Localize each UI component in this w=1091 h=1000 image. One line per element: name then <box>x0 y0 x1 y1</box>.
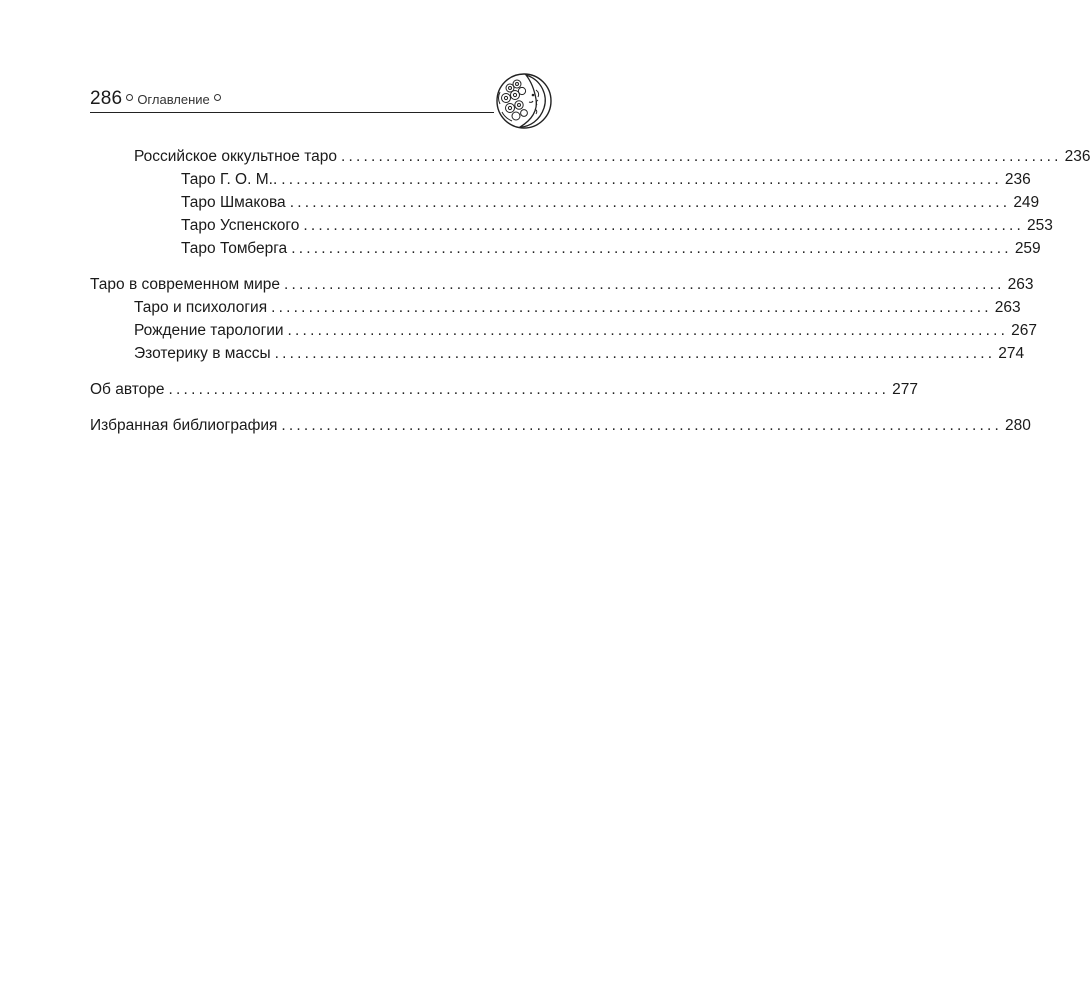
toc-entry-title: Таро Томберга <box>181 240 288 257</box>
toc-dot-leader: ................................................................................................ <box>281 417 1002 434</box>
toc-dot-leader: ................................................................................................ <box>287 322 1009 339</box>
toc-entry-title: Эзотерику в массы <box>134 345 271 362</box>
toc-entry <box>90 171 1031 194</box>
toc-dot-leader: ................................................................................................ <box>281 171 1002 188</box>
toc-entry-title: Об авторе <box>90 381 165 398</box>
toc-entry-title: Российское оккультное таро <box>134 148 338 165</box>
header-separator-icon <box>214 94 221 101</box>
page-number: 286 <box>90 88 123 109</box>
header-text <box>90 88 225 110</box>
toc-entry <box>90 345 1025 368</box>
toc-entry <box>90 194 1040 217</box>
toc-dot-leader: ................................................................................................ <box>303 217 1024 234</box>
toc-dot-leader: ................................................................................................ <box>291 240 1012 257</box>
toc-entry-page: 277 <box>892 381 919 398</box>
toc-entry-title: Таро Г. О. М.. <box>181 171 278 188</box>
toc-entry <box>90 322 1038 345</box>
toc-entry-title: Избранная библиография <box>90 417 278 434</box>
toc-entry-page: 236 <box>1064 148 1091 165</box>
toc-entry-page: 259 <box>1014 240 1041 257</box>
toc-entry <box>90 240 1041 263</box>
toc-entry <box>90 417 1031 440</box>
toc-dot-leader: ................................................................................................ <box>274 345 996 362</box>
toc-dot-leader: ................................................................................................ <box>271 299 992 316</box>
section-title: Оглавление <box>137 92 210 107</box>
toc-entry <box>90 299 1021 322</box>
toc-entry-title: Таро в современном мире <box>90 276 281 293</box>
toc-entry-page: 249 <box>1013 194 1040 211</box>
toc-entry-title: Таро Успенского <box>181 217 300 234</box>
toc-entry <box>90 381 919 404</box>
toc-entry-page: 267 <box>1011 322 1038 339</box>
toc-entry-title: Рождение тарологии <box>134 322 284 339</box>
toc-entry-page: 263 <box>1007 276 1034 293</box>
toc-entry-title: Таро Шмакова <box>181 194 286 211</box>
toc-entry <box>90 148 1091 171</box>
toc-dot-leader: ................................................................................................ <box>341 148 1062 165</box>
toc-entry-page: 253 <box>1026 217 1053 234</box>
toc-entry-page: 263 <box>994 299 1021 316</box>
header-separator-icon <box>126 94 133 101</box>
toc-dot-leader: ................................................................................................ <box>284 276 1005 293</box>
running-header <box>90 84 560 120</box>
toc-entry-page: 236 <box>1004 171 1031 188</box>
toc-entry <box>90 217 1053 240</box>
toc-entry <box>90 276 1034 299</box>
table-of-contents <box>90 148 1091 440</box>
header-rule <box>90 112 494 113</box>
toc-entry-title: Таро и психология <box>134 299 268 316</box>
toc-entry-page: 274 <box>998 345 1025 362</box>
crescent-moon-icon <box>486 72 556 130</box>
toc-dot-leader: ................................................................................................ <box>289 194 1011 211</box>
toc-entry-page: 280 <box>1005 417 1031 434</box>
toc-dot-leader: ................................................................................................ <box>168 381 890 398</box>
